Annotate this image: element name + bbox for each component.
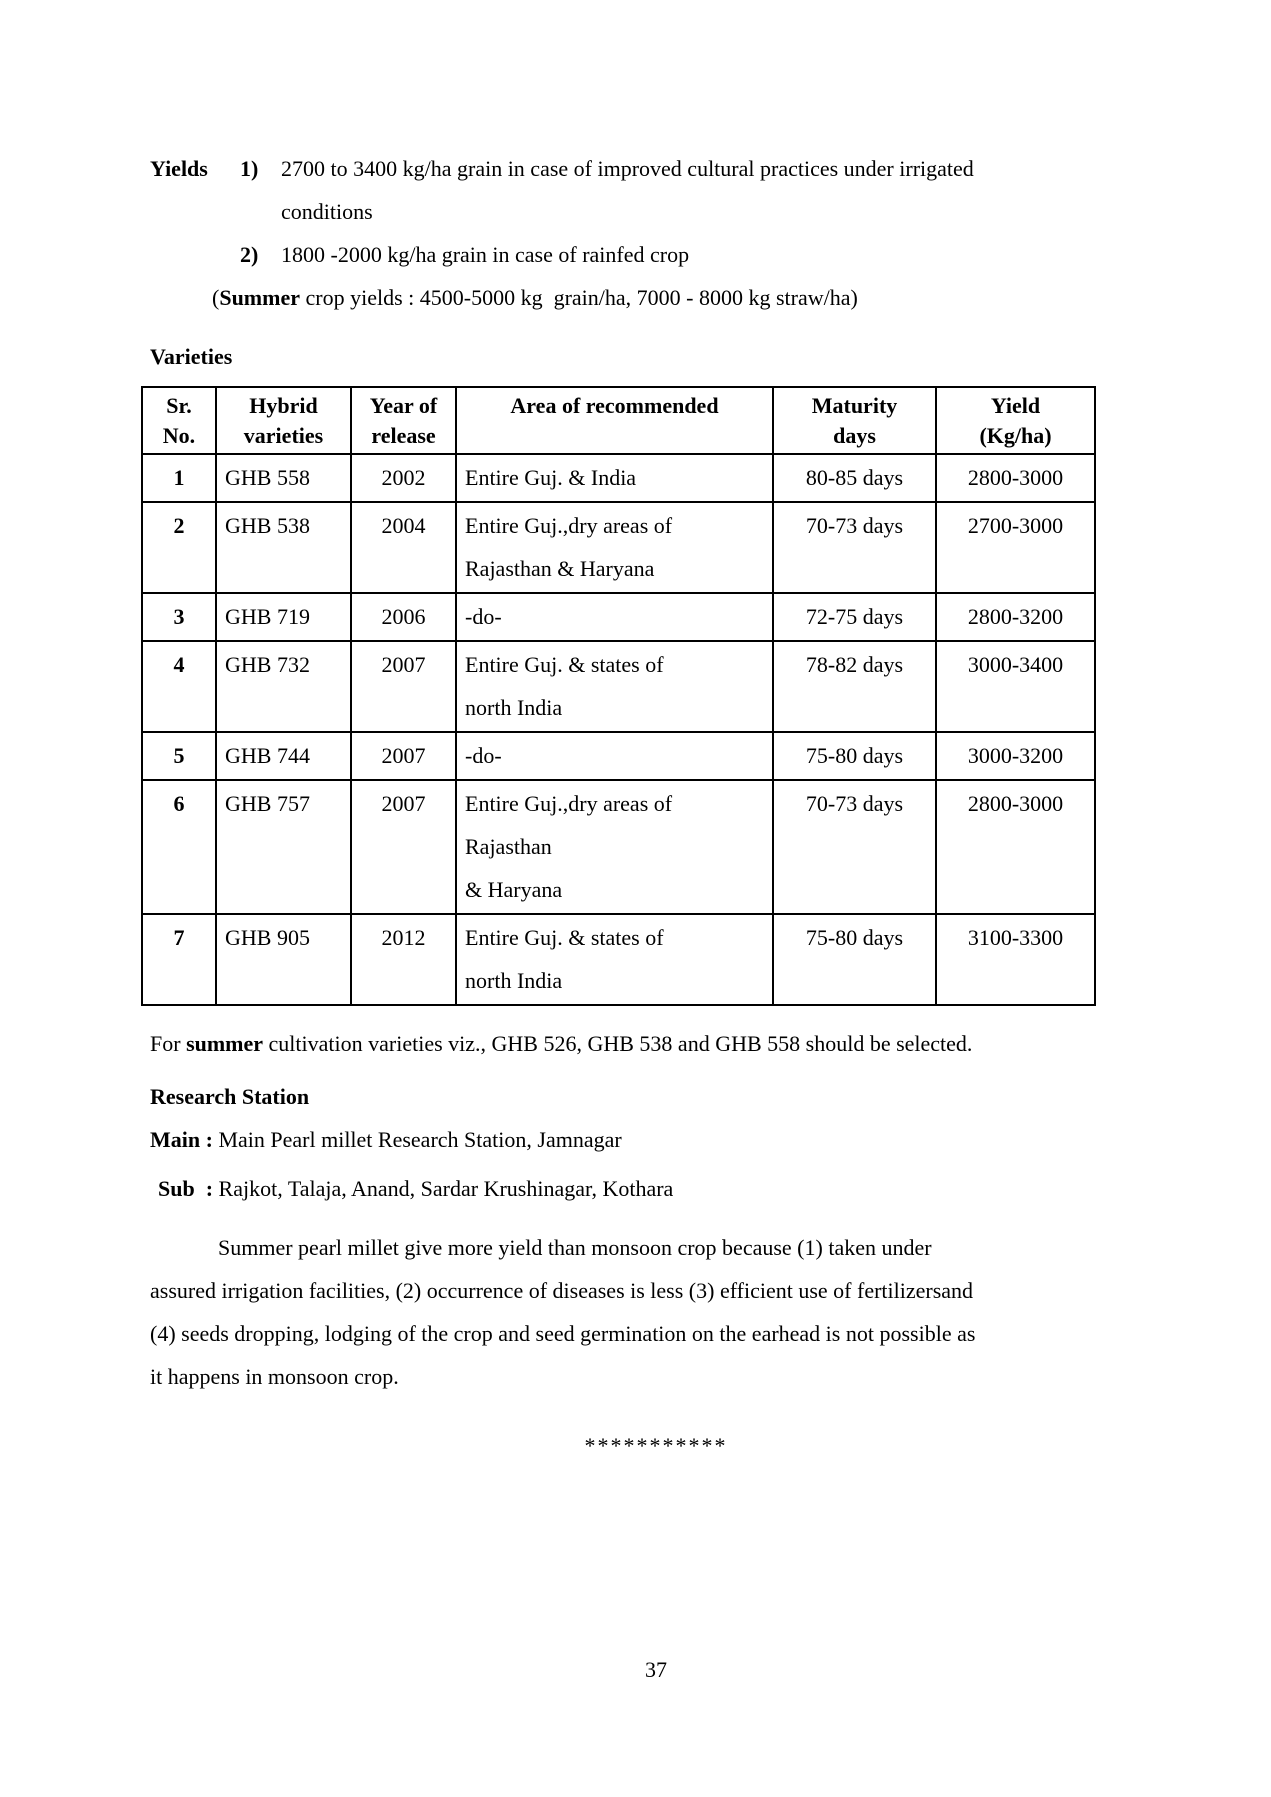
paragraph-line: it happens in monsoon crop. (150, 1364, 399, 1389)
table-row (142, 641, 1095, 732)
summer-yield-note (150, 276, 1162, 319)
cell-maturity: 75-80 days (773, 914, 936, 1005)
yields-item-2-text: 1800 -2000 kg/ha grain in case of rainfed crop (281, 242, 690, 267)
research-station-heading: Research Station (150, 1084, 310, 1109)
cell-hybrid: GHB 558 (216, 454, 351, 502)
varieties-heading: Varieties (150, 344, 233, 369)
summer-note-rest: cultivation varieties viz., GHB 526, GHB 538 and GHB 558 should be selected. (263, 1031, 973, 1056)
summer-yield-rest: crop yields : 4500-5000 kg grain/ha, 7000 - 8000 kg straw/ha) (299, 285, 858, 310)
cell-sr: 6 (142, 780, 216, 914)
cell-sr: 3 (142, 593, 216, 641)
yields-label: Yields (150, 156, 208, 181)
page-number: 37 (645, 1657, 667, 1682)
cell-maturity: 70-73 days (773, 780, 936, 914)
cell-sr: 4 (142, 641, 216, 732)
paragraph-line: (4) seeds dropping, lodging of the crop and seed germination on the earhead is not possible as (150, 1321, 976, 1346)
header-hybrid-varieties: Hybrid varieties (216, 387, 351, 454)
cell-yield: 2700-3000 (936, 502, 1095, 593)
cell-sr: 5 (142, 732, 216, 780)
yields-item-1 (150, 147, 1162, 190)
cell-hybrid: GHB 757 (216, 780, 351, 914)
main-station-line (150, 1118, 1162, 1161)
cell-year: 2004 (351, 502, 456, 593)
cell-year: 2007 (351, 780, 456, 914)
yields-item-1-text: 2700 to 3400 kg/ha grain in case of improved cultural practices under irrigated (281, 156, 974, 181)
yields-item-1-number: 1) (240, 156, 259, 181)
cell-area: Entire Guj. & India (456, 454, 773, 502)
paragraph-line: Summer pearl millet give more yield than monsoon crop because (1) taken under (218, 1235, 932, 1260)
page-content (150, 147, 1162, 1467)
summer-note-prefix: For (150, 1031, 187, 1056)
table-row (142, 914, 1095, 1005)
cell-yield: 2800-3000 (936, 780, 1095, 914)
cell-yield: 3000-3400 (936, 641, 1095, 732)
cell-area: Entire Guj. & states of north India (456, 641, 773, 732)
header-sr-no: Sr. No. (142, 387, 216, 454)
cell-sr: 2 (142, 502, 216, 593)
cell-area: -do- (456, 732, 773, 780)
summer-yield-open-paren: ( (212, 285, 220, 310)
cell-year: 2012 (351, 914, 456, 1005)
yields-item-1-continuation: conditions (281, 199, 373, 224)
main-station-label: Main : (150, 1127, 213, 1152)
cell-sr: 7 (142, 914, 216, 1005)
cell-hybrid: GHB 538 (216, 502, 351, 593)
table-row (142, 454, 1095, 502)
header-year-of-release: Year of release (351, 387, 456, 454)
header-area-of-recommended: Area of recommended (456, 387, 773, 454)
header-maturity-days: Maturity days (773, 387, 936, 454)
cell-hybrid: GHB 732 (216, 641, 351, 732)
table-row (142, 732, 1095, 780)
cell-sr: 1 (142, 454, 216, 502)
table-header-row (142, 387, 1095, 454)
yields-section (150, 147, 1162, 319)
yields-item-2-number: 2) (240, 242, 259, 267)
paragraph-line: assured irrigation facilities, (2) occurrence of diseases is less (3) efficient use of fertilizersand (150, 1278, 974, 1303)
varieties-table (141, 386, 1096, 1006)
cell-yield: 2800-3200 (936, 593, 1095, 641)
cell-hybrid: GHB 719 (216, 593, 351, 641)
cell-year: 2002 (351, 454, 456, 502)
cell-yield: 3100-3300 (936, 914, 1095, 1005)
cell-year: 2006 (351, 593, 456, 641)
cell-hybrid: GHB 905 (216, 914, 351, 1005)
sub-station-text: Rajkot, Talaja, Anand, Sardar Krushinagar, Kothara (213, 1176, 674, 1201)
cell-maturity: 72-75 days (773, 593, 936, 641)
cell-yield: 2800-3000 (936, 454, 1095, 502)
table-row (142, 502, 1095, 593)
summary-paragraph (150, 1226, 1162, 1398)
separator-asterisks: *********** (584, 1433, 728, 1458)
yields-item-2 (150, 233, 1162, 276)
cell-maturity: 80-85 days (773, 454, 936, 502)
cell-maturity: 75-80 days (773, 732, 936, 780)
cell-area: Entire Guj.,dry areas of Rajasthan & Haryana (456, 502, 773, 593)
cell-area: -do- (456, 593, 773, 641)
cell-yield: 3000-3200 (936, 732, 1095, 780)
summer-selection-note (150, 1022, 1162, 1065)
header-yield-kg-ha: Yield (Kg/ha) (936, 387, 1095, 454)
cell-hybrid: GHB 744 (216, 732, 351, 780)
table-row (142, 780, 1095, 914)
summer-note-bold: summer (186, 1031, 264, 1056)
cell-maturity: 78-82 days (773, 641, 936, 732)
cell-year: 2007 (351, 641, 456, 732)
table-row (142, 593, 1095, 641)
sub-station-label: Sub : (158, 1176, 214, 1201)
main-station-text: Main Pearl millet Research Station, Jamnagar (212, 1127, 622, 1152)
sub-station-line (150, 1167, 1162, 1210)
cell-year: 2007 (351, 732, 456, 780)
cell-area: Entire Guj.,dry areas of Rajasthan & Haryana (456, 780, 773, 914)
summer-yield-bold: Summer (219, 285, 300, 310)
cell-area: Entire Guj. & states of north India (456, 914, 773, 1005)
cell-maturity: 70-73 days (773, 502, 936, 593)
